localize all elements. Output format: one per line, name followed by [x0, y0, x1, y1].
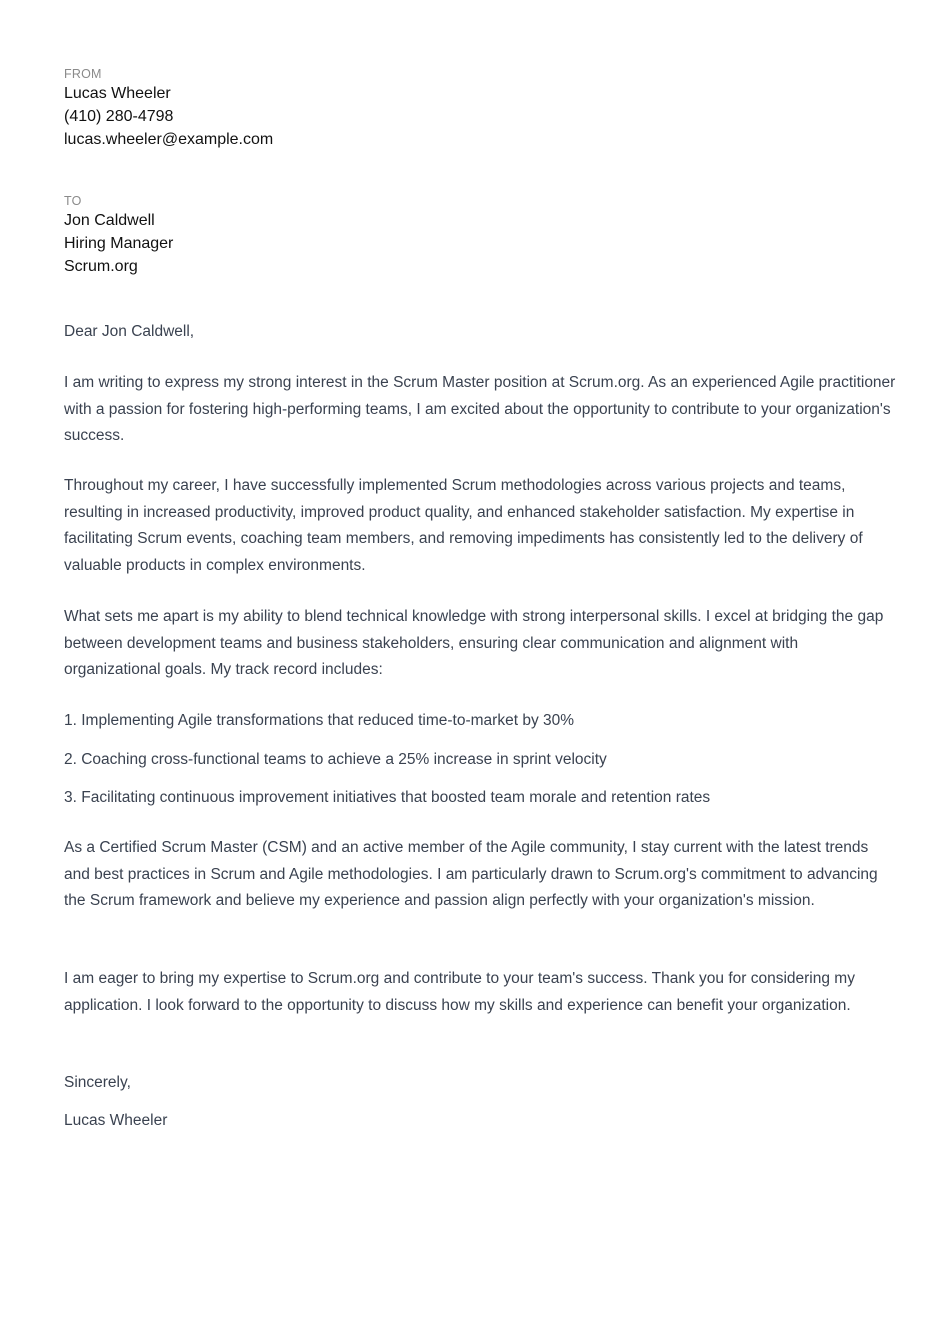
from-label: FROM	[64, 67, 102, 81]
greeting: Dear Jon Caldwell,	[64, 323, 195, 340]
recipient-name: Jon Caldwell	[64, 212, 155, 229]
sender-phone: (410) 280-4798	[64, 108, 174, 125]
achievements-list	[64, 708, 896, 824]
to-label: TO	[64, 194, 82, 208]
list-item: 1. Implementing Agile transformations that reduced time-to-market by 30%	[64, 712, 575, 729]
paragraph-differentiator: What sets me apart is my ability to blend technical knowledge with strong interpersonal skills. I excel at bridging the gap between development teams and business stakeholders, ensuring clear communication and alignment with organizational goals. My track record includes:	[64, 608, 884, 678]
paragraph-intro: I am writing to express my strong interest in the Scrum Master position at Scrum.org. As an experienced Agile practitioner with a passion for fostering high-performing teams, I am excited about the opportunity to contribute to your organization's success.	[64, 374, 896, 444]
signature: Lucas Wheeler	[64, 1112, 168, 1129]
recipient-block	[64, 193, 173, 278]
list-item: 2. Coaching cross-functional teams to achieve a 25% increase in sprint velocity	[64, 750, 607, 768]
sender-name: Lucas Wheeler	[64, 85, 171, 102]
recipient-title: Hiring Manager	[64, 235, 174, 252]
paragraph-experience: Throughout my career, I have successfully implemented Scrum methodologies across various projects and teams, resulting in increased productivity, improved product quality, and enhanced stakeholder satisfaction. My expertise in facilitating Scrum events, coaching team members, and removing impediments has consistently led to the delivery of valuable products in complex environments.	[64, 477, 863, 574]
paragraph-conclusion: I am eager to bring my expertise to Scrum.org and contribute to your team's success. Thank you for considering my application. I look forward to the opportunity to discuss how my skills and experience can benefit your organization.	[64, 970, 855, 1014]
recipient-company: Scrum.org	[64, 258, 138, 275]
sender-block	[64, 66, 273, 151]
sender-email: lucas.wheeler@example.com	[64, 131, 274, 148]
list-item: 3. Facilitating continuous improvement initiatives that boosted team morale and retention rates	[64, 789, 711, 806]
closing: Sincerely,	[64, 1074, 131, 1091]
paragraph-certification: As a Certified Scrum Master (CSM) and an active member of the Agile community, I stay current with the latest trends and best practices in Scrum and Agile methodologies. I am particularly drawn to Scrum.org's commitment to advancing the Scrum framework and believe my experience and passion align perfectly with your organization's mission.	[64, 839, 878, 909]
